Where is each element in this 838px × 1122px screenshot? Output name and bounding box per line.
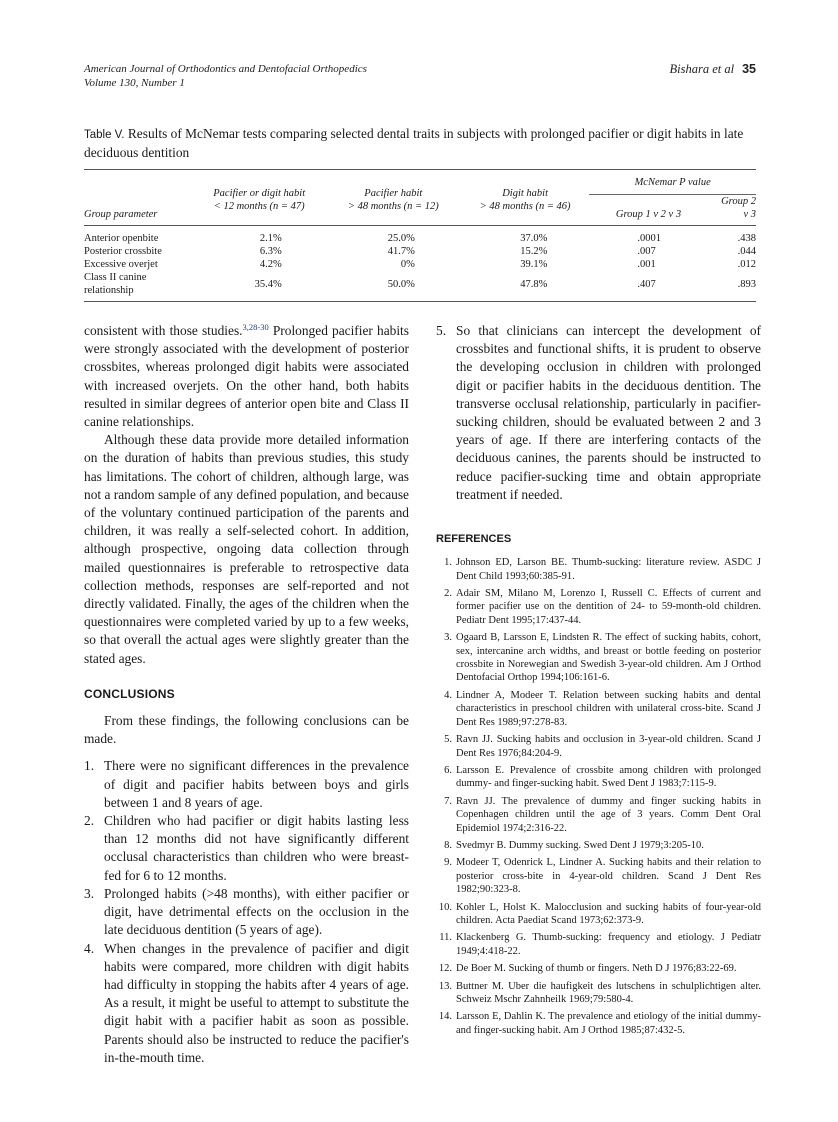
- table-row: Anterior openbite 2.1% 25.0% 37.0% .0001 .438: [84, 233, 756, 244]
- table-caption-text: Results of McNemar tests comparing selected dental traits in subjects with prolonged pacifier or digit habits in late deciduous dentition: [84, 126, 744, 160]
- reference-item: 9. Modeer T, Odenrick L, Lindner A. Sucking habits and their relation to posterior cross-bite in 4-year-old children. Scand J Dent Res 1982;90:323-8.: [444, 857, 761, 896]
- table-row: Posterior crossbite 6.3% 41.7% 15.2% .007 .044: [84, 246, 756, 257]
- mcnemar-group-header: McNemar P value: [589, 170, 756, 195]
- table-v: [84, 125, 756, 302]
- table-row: Class II canine relationship 35.4% 50.0% 47.8% .407 .893: [84, 271, 756, 302]
- reference-item: 10. Kohler L, Holst K. Malocclusion and sucking habits of four-year-old children. Acta Paediat Scand 1973;62:373-9.: [438, 901, 761, 926]
- table-caption: [84, 125, 756, 161]
- reference-item: 3. Ogaard B, Larsson E, Lindsten R. The effect of sucking habits, cohort, sex, intercanine arch widths, and breast or bottle feeding on posterior crossbite in Norewegian and Swedish 3-year-old children. Am J Orthod Dentofacial Orthop 1994;106:161-6.: [444, 632, 761, 684]
- col-header-group-1v2v3: Group 1 v 2 v 3: [589, 195, 707, 226]
- col-header-pacifier-or-digit: Pacifier or digit habit < 12 months (n = 47): [193, 187, 326, 218]
- reference-item: 7. Ravn JJ. The prevalence of dummy and finger sucking habits in Copenhagen children until the age of 3 years. Comm Dent Oral Epidemiol 1974;2:316-22.: [444, 795, 761, 834]
- body-paragraph: Although these data provide more detailed information on the duration of habits than previous studies, this study has limitations. The cohort of children, although large, was not a random sample of any defined population, and because of the voluntary continued participation of the parents and children, it was really a self-selected cohort. In addition, although prospective, ongoing data collection through mailed questionnaires is preferable to retrospective data collection methods, responses are self-reported and not directly validated. Finally, the ages of the children when the questionnaires were completed varied by up to a few weeks, so that overall the actual ages were slightly greater than the stated ages.: [84, 432, 409, 666]
- right-column: [436, 322, 761, 1041]
- reference-item: 6. Larsson E. Prevalence of crossbite among children with prolonged dummy- and finger-sucking habit. Swed Dent J 1983;7:115-9.: [444, 764, 761, 790]
- reference-item: 12. De Boer M. Sucking of thumb or fingers. Neth D J 1976;83:22-69.: [438, 963, 737, 975]
- page-number: 35: [742, 62, 756, 76]
- author-page: [670, 62, 757, 76]
- author-names: Bishara et al: [669, 62, 735, 76]
- left-column: [84, 322, 409, 1067]
- conclusions-list: [84, 757, 409, 1066]
- conclusion-item: 1. There were no significant differences in the prevalence of digit and pacifier habits between boys and girls between 1 and 8 years of age.: [84, 758, 409, 810]
- col-header-group-parameter: Group parameter: [84, 195, 193, 226]
- reference-item: 5. Ravn JJ. Sucking habits and occlusion in 3-year-old children. Scand J Dent Res 1976;84:204-9.: [444, 734, 761, 759]
- conclusion-item: 5. So that clinicians can intercept the development of crossbites and functional shifts, it is prudent to observe the developing occlusion in children with prolonged digit or pacifier habits in the deciduous dentition. The transverse occlusal relationship, particularly in pacifier-sucking children, should be evaluated between 2 and 3 years of age. If there are interfering contacts of the deciduous canines, the parents should be instructed to reduce pacifier-sucking time and obtain appropriate treatment if needed.: [436, 323, 761, 502]
- references-section: [436, 530, 761, 1037]
- body-paragraph: consistent with those studies.$^{3,28-30}$ Prolonged pacifier habits were strongly associated with the development of posterior crossbites, whereas prolonged digit habits were associated with increased overjets. On the other hand, both habits resulted in similar degrees of anterior open bite and Class II canine relationships.: [84, 322, 409, 430]
- running-header: [84, 62, 756, 90]
- reference-item: 13. Buttner M. Uber die haufigkeit des lutschens in schulplichtigen alter. Schweiz Mschr Zahnheilk 1969;79:580-4.: [438, 980, 761, 1006]
- conclusion-item: 3. Prolonged habits (>48 months), with either pacifier or digit, have detrimental effects on the occlusion in the late deciduous dentition (5 years of age).: [84, 885, 409, 938]
- conclusions-list-continued: [436, 322, 761, 504]
- table-label: Table V.: [84, 129, 125, 141]
- reference-item: 14. Larsson E, Dahlin K. The prevalence and etiology of the initial dummy- and finger-sucking habit. Am J Orthod 1985;87:432-5.: [438, 1011, 761, 1036]
- conclusion-item: 2. Children who had pacifier or digit habits lasting less than 12 months did not have significantly different occlusal characteristics than children who were breast-fed for 6 to 12 months.: [84, 813, 409, 883]
- reference-item: 1. Johnson ED, Larson BE. Thumb-sucking: literature review. ASDC J Dent Child 1993;60:385-91.: [444, 557, 761, 582]
- results-table: [84, 169, 756, 302]
- col-header-digit-habit: Digit habit > 48 months (n = 46): [461, 187, 589, 218]
- conclusion-item: 4. When changes in the prevalence of pacifier and digit habits were compared, more children with digit habits had difficulty in stopping the habits after 4 years of age. As a result, it might be useful to attempt to substitute the digit habit with a pacifier habit as soon as possible. Parents should also be instructed to reduce the pacifier's in-the-mouth time.: [84, 940, 409, 1065]
- reference-item: 4. Lindner A, Modeer T. Relation between sucking habits and dental characteristics in preschool children with unilateral cross-bite. Scand J Dent Res 1989;97:278-83.: [444, 689, 761, 728]
- table-header-row: [84, 195, 756, 226]
- reference-item: 2. Adair SM, Milano M, Lorenzo I, Russell C. Effects of current and former pacifier use on the dentition of 24- to 59-month-old children. Pediatr Dent 1995;17:437-44.: [444, 588, 761, 626]
- conclusions-intro: From these findings, the following conclusions can be made.: [84, 713, 409, 747]
- references-heading: REFERENCES: [436, 533, 512, 546]
- table-row: Excessive overjet 4.2% 0% 39.1% .001 .012: [84, 259, 756, 270]
- references-list: [436, 556, 761, 1037]
- reference-item: 8. Svedmyr B. Dummy sucking. Swed Dent J 1979;3:205-10.: [444, 839, 704, 851]
- citation-link[interactable]: 3,28-30: [242, 322, 269, 332]
- journal-title: American Journal of Orthodontics and Dentofacial Orthopedics: [84, 63, 367, 75]
- conclusions-heading: CONCLUSIONS: [84, 686, 175, 701]
- reference-item: 11. Klackenberg G. Thumb-sucking: frequency and etiology. J Pediatr 1949;4:418-22.: [439, 932, 761, 957]
- journal-info: [84, 62, 756, 90]
- col-header-pacifier-habit: Pacifier habit > 48 months (n = 12): [326, 187, 461, 218]
- journal-volume: Volume 130, Number 1: [84, 77, 185, 89]
- col-header-group-2v3: Group 2 v 3: [708, 195, 756, 226]
